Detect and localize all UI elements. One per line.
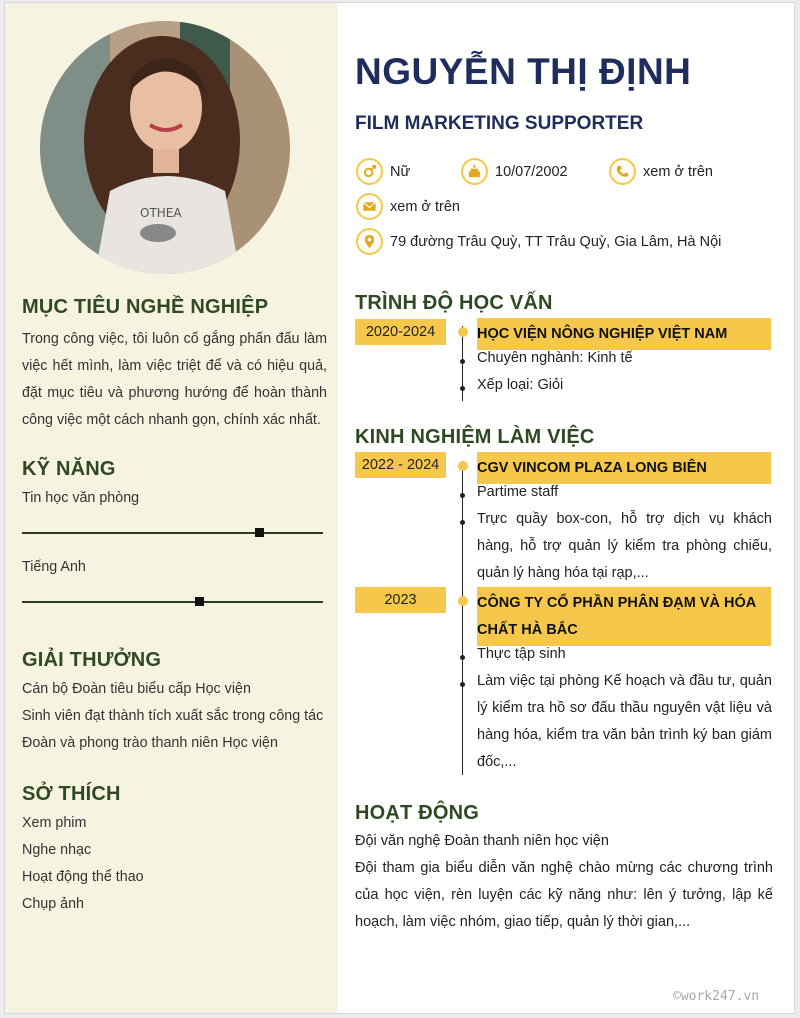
experience-heading: KINH NGHIỆM LÀM VIỆC	[355, 426, 595, 448]
activity-org: Đội văn nghệ Đoàn thanh niên học viện	[355, 833, 609, 849]
sidebar	[5, 3, 338, 1013]
award-line: Đoàn và phong trào thanh niên Học viện	[22, 735, 278, 751]
hobby-item: Nghe nhạc	[22, 842, 92, 858]
education-heading: TRÌNH ĐỘ HỌC VẤN	[355, 292, 553, 314]
experience-description: Làm việc tại phòng Kế hoạch và đầu tư, quản lý kiểm tra hồ sơ đấu thầu nguyên vật liệu và hàng hóa, kiểm tra văn bản trình ký ban giám đốc,...	[477, 673, 772, 770]
email-value: xem ở trên	[390, 198, 460, 215]
birthday-cake-icon	[461, 158, 488, 185]
timeline-line	[462, 461, 463, 775]
job-title: FILM MARKETING SUPPORTER	[355, 113, 644, 134]
candidate-name: NGUYỄN THỊ ĐỊNH	[355, 51, 692, 92]
experience-description: Trực quầy box-con, hỗ trợ dịch vụ khách hàng, hỗ trợ quản lý kiểm tra phòng chiếu, quản lý hàng hóa tại rạp,...	[477, 511, 772, 581]
skill-label: Tin học văn phòng	[22, 490, 140, 506]
cv-page	[4, 2, 795, 1014]
phone-value: xem ở trên	[643, 163, 713, 180]
award-line: Cán bộ Đoàn tiêu biểu cấp Học viện	[22, 681, 251, 697]
experience-company: CGV VINCOM PLAZA LONG BIÊN	[477, 452, 771, 484]
bullet-dot	[460, 655, 465, 660]
skill-label: Tiếng Anh	[22, 559, 86, 575]
experience-period: 2022 - 2024	[355, 452, 446, 478]
experience-position: Thực tập sinh	[477, 646, 566, 662]
experience-period: 2023	[355, 587, 446, 613]
education-period: 2020-2024	[355, 319, 446, 345]
skill-level-marker	[195, 597, 204, 606]
timeline-dot	[458, 327, 468, 337]
bullet-dot	[460, 359, 465, 364]
phone-info	[609, 158, 713, 185]
phone-icon	[609, 158, 636, 185]
gender-icon	[356, 158, 383, 185]
bullet-dot	[460, 493, 465, 498]
location-icon	[356, 228, 383, 255]
timeline-dot	[458, 596, 468, 606]
objective-heading: MỤC TIÊU NGHỀ NGHIỆP	[22, 296, 269, 318]
hobby-item: Xem phim	[22, 815, 87, 831]
activity-description: Đội tham gia biểu diễn văn nghệ chào mừng các chương trình của học viện, rèn luyện các kỹ năng như: lên ý tưởng, lập kế hoạch, làm việc nhóm, giao tiếp, quản lý thời gian,...	[355, 860, 773, 930]
address-info	[356, 228, 721, 255]
gender-value: Nữ	[390, 163, 411, 180]
objective-text: Trong công việc, tôi luôn cố gắng phấn đấu làm việc hết mình, làm việc triệt để và có hiệu quả, đặt mục tiêu và phương hướng để hoàn thành công việc một cách nhanh gọn, chính xác nhất.	[22, 331, 327, 428]
email-icon	[356, 193, 383, 220]
address-value: 79 đường Trâu Quỳ, TT Trâu Quỳ, Gia Lâm, Hà Nội	[390, 233, 722, 250]
experience-position: Partime staff	[477, 484, 559, 500]
awards-heading: GIẢI THƯỞNG	[22, 649, 162, 671]
education-major: Chuyên nghành: Kinh tế	[477, 350, 633, 366]
email-info	[356, 193, 460, 220]
watermark: ©work247.vn	[673, 989, 760, 1004]
gender-info	[356, 158, 410, 185]
svg-text:OTHEA: OTHEA	[140, 206, 182, 220]
bullet-dot	[460, 520, 465, 525]
bullet-dot	[460, 386, 465, 391]
birthday-value: 10/07/2002	[495, 163, 568, 180]
activities-heading: HOẠT ĐỘNG	[355, 802, 480, 824]
education-grade: Xếp loại: Giỏi	[477, 377, 564, 393]
timeline-dot	[458, 461, 468, 471]
skills-heading: KỸ NĂNG	[22, 458, 116, 480]
hobby-item: Chụp ảnh	[22, 896, 85, 912]
skill-bar	[22, 601, 323, 603]
award-line: Sinh viên đạt thành tích xuất sắc trong công tác	[22, 708, 324, 724]
bullet-dot	[460, 682, 465, 687]
hobby-item: Hoạt động thể thao	[22, 869, 144, 885]
avatar	[40, 21, 290, 274]
hobbies-heading: SỞ THÍCH	[22, 783, 121, 805]
birthday-info	[461, 158, 568, 185]
skill-bar	[22, 532, 323, 534]
education-school: HỌC VIỆN NÔNG NGHIỆP VIỆT NAM	[477, 318, 771, 350]
skill-level-marker	[255, 528, 264, 537]
experience-company: CÔNG TY CỔ PHẦN PHÂN ĐẠM VÀ HÓA CHẤT HÀ BẮC	[477, 587, 771, 646]
